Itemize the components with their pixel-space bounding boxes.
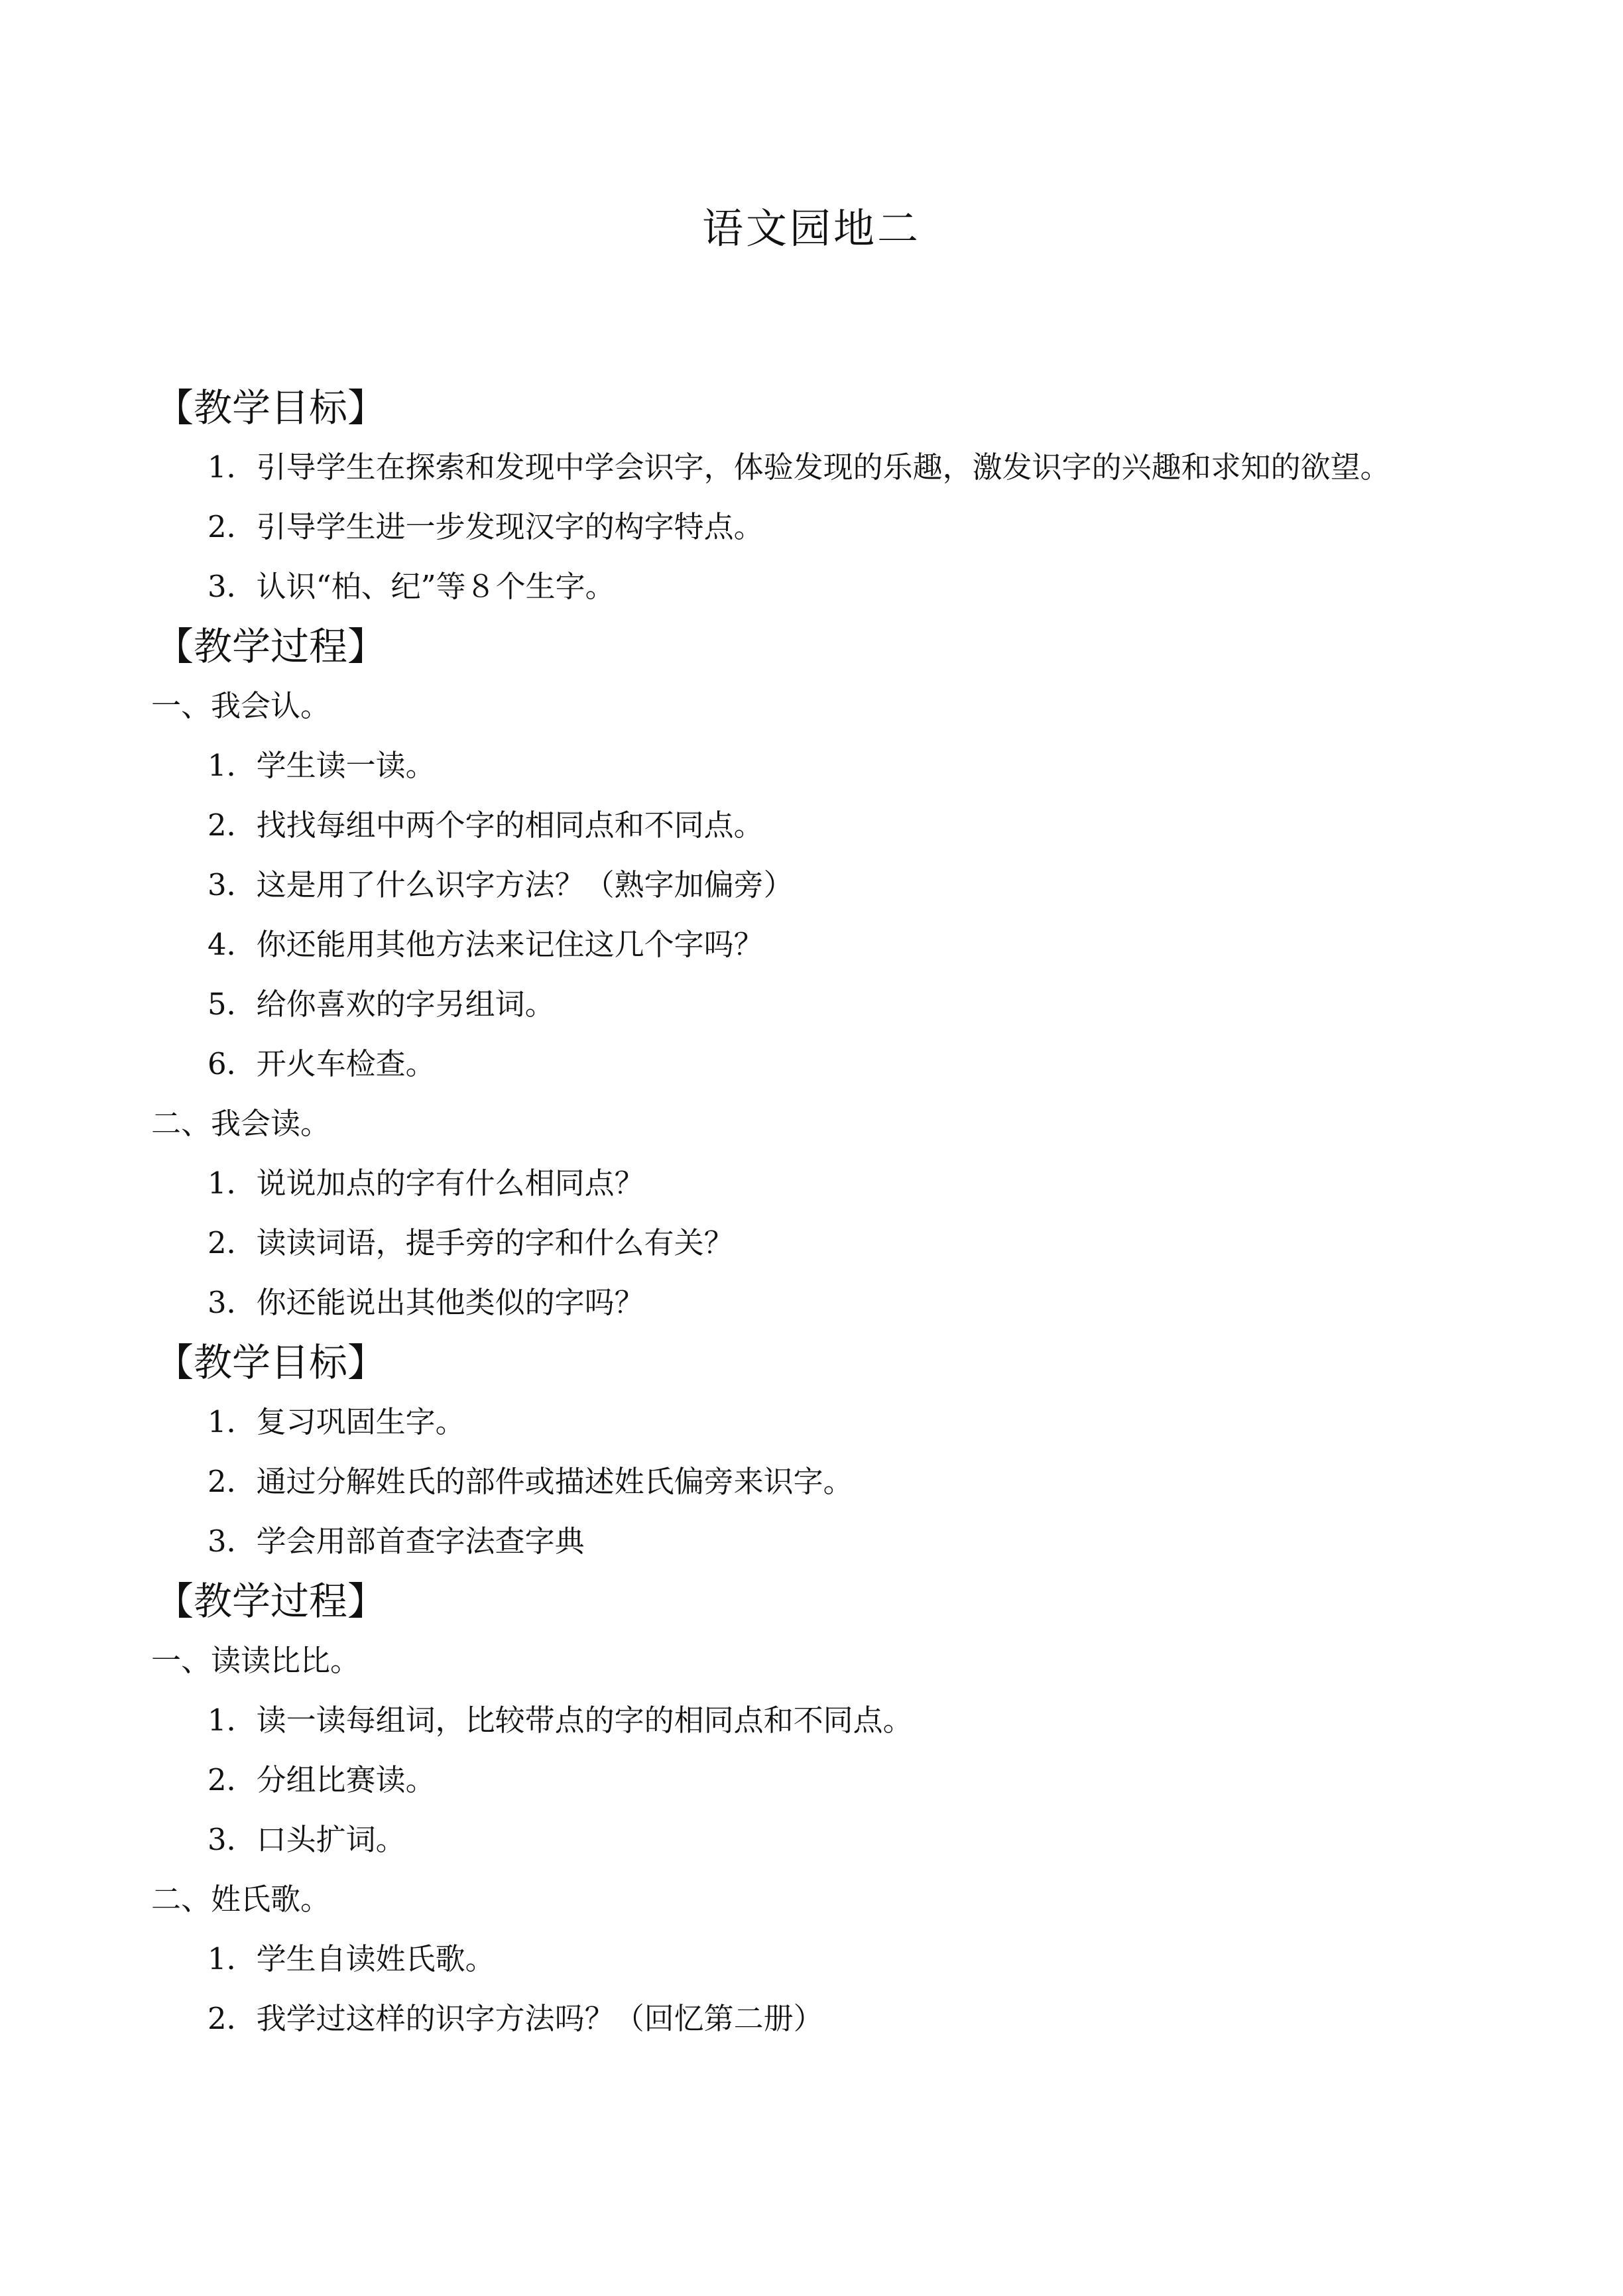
list-item-text: 我学过这样的识字方法吗？（回忆第二册）	[256, 2001, 823, 2036]
list-item	[151, 1810, 1530, 1870]
list-item-text: 复习巩固生字。	[256, 1404, 465, 1439]
section-heading-text: 【教学过程】	[155, 624, 387, 669]
section-heading-text: 【教学目标】	[155, 385, 387, 430]
list-item	[151, 1452, 1530, 1512]
list-item-text: 开火车检查。	[256, 1046, 436, 1081]
list-item-text: 学生读一读。	[256, 748, 436, 783]
list-item	[151, 438, 1530, 497]
subsection-heading: 二、姓氏歌。	[151, 1882, 331, 1917]
subsection-heading: 一、我会认。	[151, 688, 331, 723]
list-item-number: 3．	[208, 1822, 257, 1857]
list-item-text: 这是用了什么识字方法？（熟字加偏旁）	[256, 867, 794, 902]
list-item	[151, 1273, 1530, 1333]
list-item	[151, 1213, 1530, 1273]
list-item	[151, 1034, 1530, 1094]
list-item-text: 通过分解姓氏的部件或描述姓氏偏旁来识字。	[256, 1464, 853, 1499]
list-item	[151, 1392, 1530, 1452]
list-item-text: 学生自读姓氏歌。	[256, 1941, 495, 1976]
subsection-heading: 二、我会读。	[151, 1106, 331, 1141]
list-item-text: 你还能用其他方法来记住这几个字吗？	[256, 927, 764, 962]
list-item-text: 分组比赛读。	[256, 1762, 436, 1797]
list-item	[151, 497, 1530, 557]
list-item-text: 引导学生在探索和发现中学会识字，体验发现的乐趣，激发识字的兴趣和求知的欲望。	[256, 450, 1390, 485]
list-item-number: 3．	[208, 1285, 257, 1320]
list-item	[151, 855, 1530, 915]
list-item-text: 引导学生进一步发现汉字的构字特点。	[256, 509, 764, 544]
list-item	[151, 975, 1530, 1034]
list-item-text: 读读词语，提手旁的字和什么有关？	[256, 1225, 734, 1260]
list-item	[151, 796, 1530, 855]
list-item-number: 3．	[208, 867, 257, 902]
list-item-number: 1．	[208, 1166, 257, 1201]
list-item	[151, 557, 1530, 617]
section-heading	[151, 617, 1530, 676]
list-item-number: 2．	[208, 509, 257, 544]
list-item-number: 5．	[208, 987, 257, 1022]
list-item	[151, 1750, 1530, 1810]
list-item-text: 读一读每组词，比较带点的字的相同点和不同点。	[256, 1703, 913, 1738]
list-item-number: 2．	[208, 808, 257, 843]
list-item	[151, 915, 1530, 975]
list-item-number: 1．	[208, 748, 257, 783]
list-item-number: 6．	[208, 1046, 257, 1081]
list-item	[151, 1512, 1530, 1571]
list-item-text: 你还能说出其他类似的字吗？	[256, 1285, 644, 1320]
section-heading	[151, 1571, 1530, 1631]
list-item-number: 1．	[208, 1703, 257, 1738]
list-item-number: 1．	[208, 1941, 257, 1976]
list-item-text: 认识“柏、纪”等８个生字。	[256, 569, 615, 604]
list-item-text: 学会用部首查字法查字典	[256, 1524, 585, 1559]
list-item-text: 口头扩词。	[256, 1822, 406, 1857]
list-item-number: 3．	[208, 569, 257, 604]
section-heading-text: 【教学过程】	[155, 1579, 387, 1624]
list-item-number: 2．	[208, 1464, 257, 1499]
document-title: 语文园地二	[701, 204, 921, 253]
subsection-heading: 一、读读比比。	[151, 1643, 361, 1678]
list-item-number: 1．	[208, 1404, 257, 1439]
list-item	[151, 1929, 1530, 1989]
list-item-text: 给你喜欢的字另组词。	[256, 987, 555, 1022]
list-item-number: 2．	[208, 1225, 257, 1260]
list-item-number: 1．	[208, 450, 257, 485]
section-heading-text: 【教学目标】	[155, 1340, 387, 1385]
list-item	[151, 1691, 1530, 1750]
list-item-text: 找找每组中两个字的相同点和不同点。	[256, 808, 764, 843]
list-item-number: 3．	[208, 1524, 257, 1559]
list-item	[151, 736, 1530, 796]
section-heading	[151, 378, 1530, 438]
list-item-number: 2．	[208, 2001, 257, 2036]
list-item-number: 4．	[208, 927, 257, 962]
list-item-text: 说说加点的字有什么相同点？	[256, 1166, 644, 1201]
document-body	[151, 378, 1530, 2049]
list-item	[151, 1154, 1530, 1213]
list-item-number: 2．	[208, 1762, 257, 1797]
section-heading	[151, 1333, 1530, 1392]
list-item	[151, 1989, 1530, 2049]
